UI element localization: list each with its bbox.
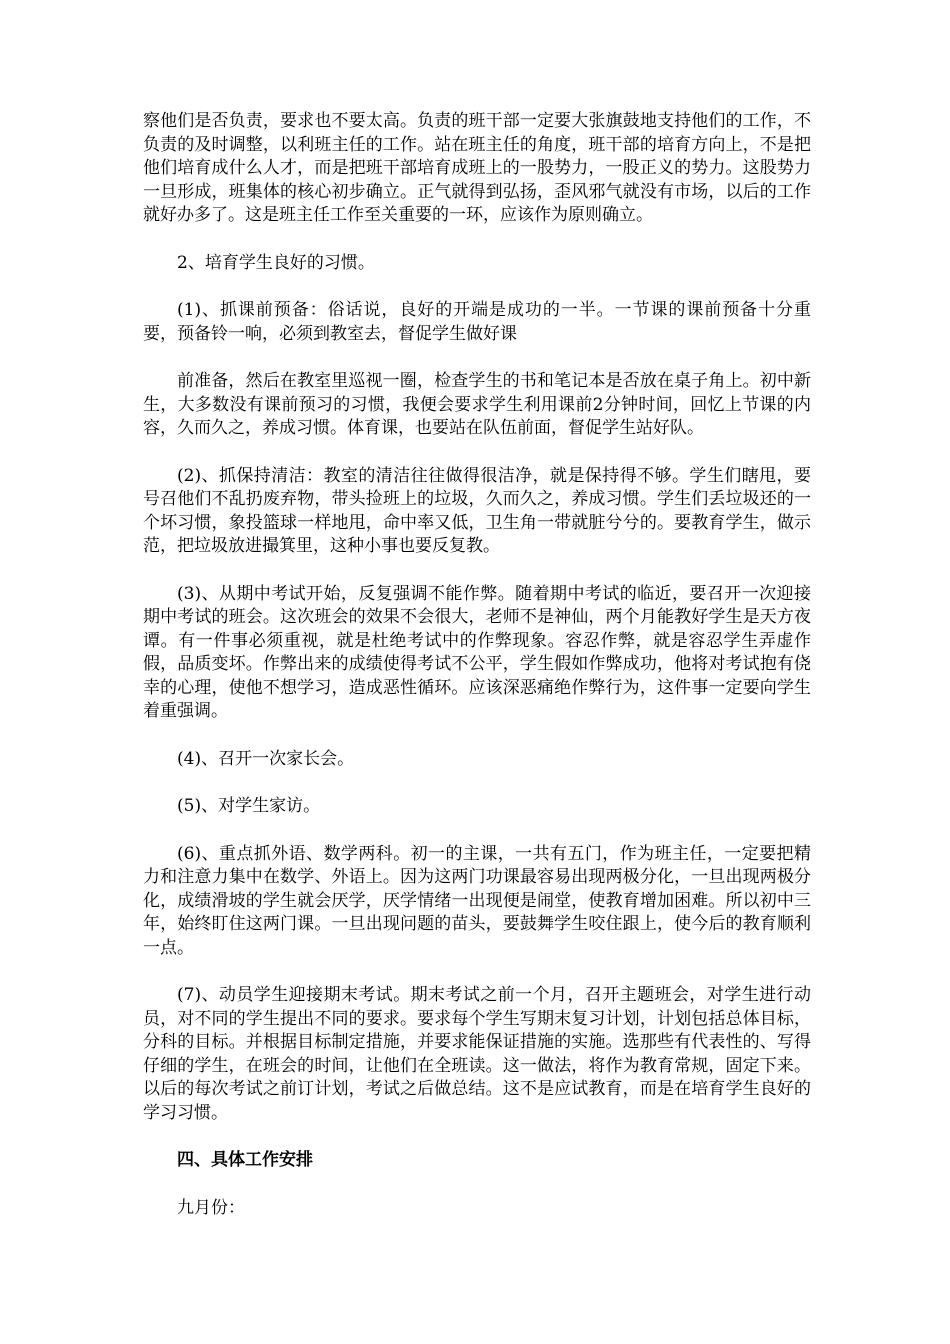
paragraph-class-cadres: 察他们是否负责，要求也不要太高。负责的班干部一定要大张旗鼓地支持他们的工作，不负责的及时调整，以利班主任的工作。站在班主任的角度，班干部的培育方向上，不是把他们培育成什么人才，而是把班干部培育成班上的一股势力，一股正义的势力。这股势力一旦形成，班集体的核心初步确立。正气就得到弘扬，歪风邪气就没有市场，以后的工作就好办多了。这是班主任工作至关重要的一环，应该作为原则确立。 [143,111,811,225]
paragraph-preparation-1: (1)、抓课前预备：俗话说，良好的开端是成功的一半。一节课的课前预备十分重要，预备铃一响，必须到教室去，督促学生做好课 [143,300,811,344]
paragraph-parent-meeting: (4)、召开一次家长会。 [177,748,355,769]
month-label: 九月份： [177,1197,245,1218]
paragraph-home-visit: (5)、对学生家访。 [177,796,321,816]
paragraph-good-habits-title: 2、培育学生良好的习惯。 [177,252,375,273]
paragraph-key-subjects: (6)、重点抓外语、数学两科。初一的主课，一共有五门，作为班主任，一定要把精力和注意力集中在数学、外语上。因为这两门功课最容易出现两极分化，一旦出现两极分化，成绩滑坡的学生就会厌学，厌学情绪一出现便是闹堂，使教育增加困难。所以初中三年，始终盯住这两门课。一旦出现问题的苗头，要鼓舞学生咬住跟上，使今后的教育顺利一点。 [143,843,811,958]
paragraph-final-exam: (7)、动员学生迎接期末考试。期末考试之前一个月，召开主题班会，对学生进行动员，对不同的学生提出不同的要求。要求每个学生写期末复习计划，计划包括总体目标，分科的目标。并根据目标制定措施，并要求能保证措施的实施。选那些有代表性的、写得仔细的学生，在班会的时间，让他们在全班读。这一做法，将作为教育常规，固定下来。以后的每次考试之前订计划，考试之后做总结。这不是应试教育，而是在培育学生良好的学习习惯。 [143,985,811,1123]
document-page [143,110,811,1244]
paragraph-cleanliness: (2)、抓保持清洁：教室的清洁往往做得很洁净，就是保持得不够。学生们瞎甩，要号召他们不乱扔废弃物，带头捡班上的垃圾，久而久之，养成习惯。学生们丢垃圾还的一个坏习惯，象投篮球一样地甩，命中率又低，卫生角一带就脏兮兮的。要教育学生，做示范，把垃圾放进撮箕里，这种小事也要反复教。 [143,465,811,556]
section-heading: 四、具体工作安排 [177,1150,313,1170]
paragraph-no-cheating: (3)、从期中考试开始，反复强调不能作弊。随着期中考试的临近，要召开一次迎接期中考试的班会。这次班会的效果不会很大，老师不是神仙，两个月能教好学生是天方夜谭。有一件事必须重视，就是杜绝考试中的作弊现象。容忍作弊，就是容忍学生弄虚作假，品质变坏。作弊出来的成绩使得考试不公平，学生假如作弊成功，他将对考试抱有侥幸的心理，使他不想学习，造成恶性循环。应该深恶痛绝作弊行为，这件事一定要向学生着重强调。 [143,583,811,721]
paragraph-preparation-2: 前准备，然后在教室里巡视一圈，检查学生的书和笔记本是否放在桌子角上。初中新生，大多数没有课前预习的习惯，我便会要求学生利用课前2分钟时间，回忆上节课的内容，久而久之，养成习惯。体育课，也要站在队伍前面，督促学生站好队。 [143,371,811,438]
